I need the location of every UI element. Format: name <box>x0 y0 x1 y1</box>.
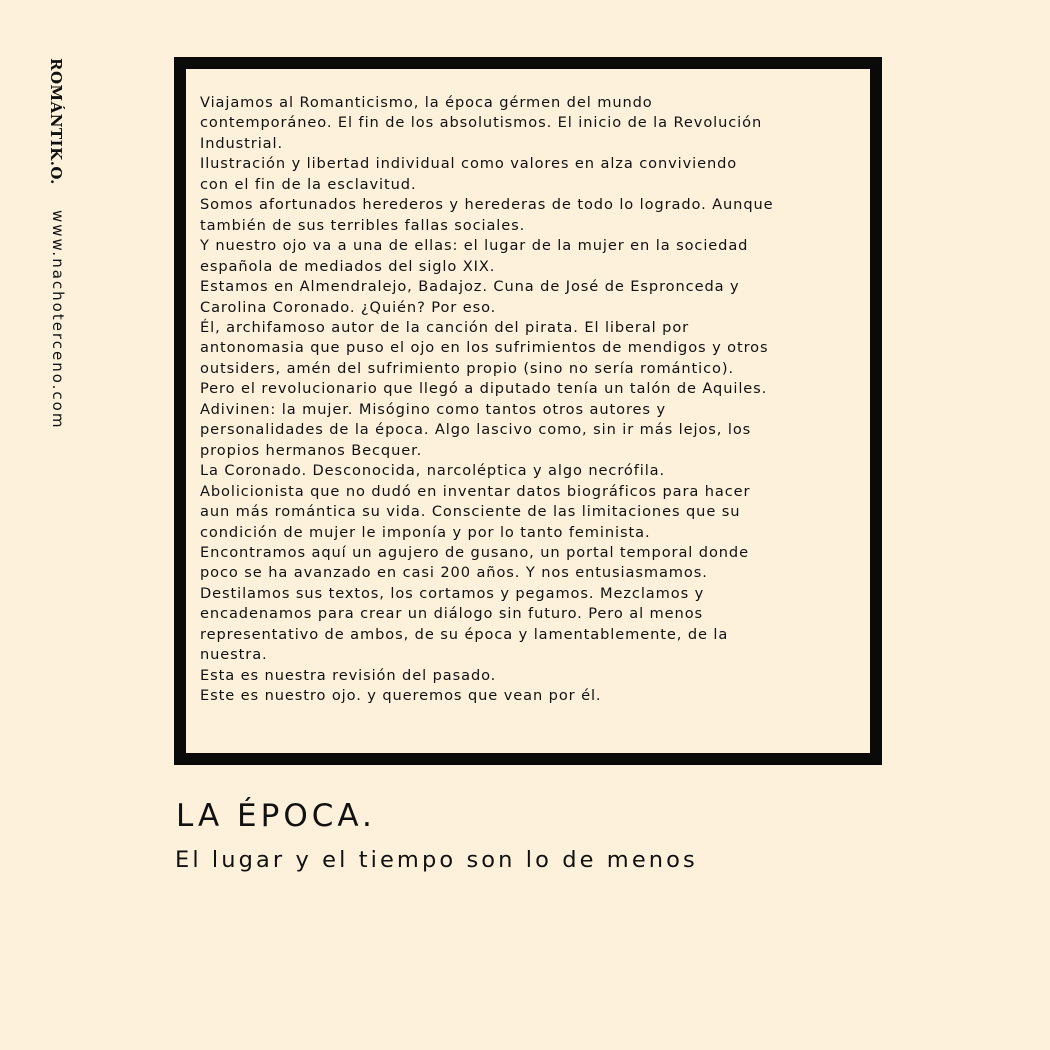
body-line: Abolicionista que no dudó en inventar datos biográficos para hacer <box>200 482 751 500</box>
body-line: propios hermanos Becquer. <box>200 441 423 459</box>
body-line: aun más romántica su vida. Consciente de las limitaciones que su <box>200 503 741 521</box>
body-line: española de mediados del siglo XIX. <box>200 257 496 275</box>
body-line: con el fin de la esclavitud. <box>200 175 417 193</box>
body-line: Somos afortunados herederos y herederas de todo lo logrado. Aunque <box>200 196 774 214</box>
body-line: Ilustración y libertad individual como valores en alza conviviendo <box>200 155 738 173</box>
body-line: Viajamos al Romanticismo, la época gérmen del mundo <box>200 94 653 111</box>
body-line: antonomasia que puso el ojo en los sufrimientos de mendigos y otros <box>200 339 769 357</box>
body-line: encadenamos para crear un diálogo sin futuro. Pero al menos <box>200 605 704 623</box>
body-line: Adivinen: la mujer. Misógino como tantos otros autores y <box>200 400 666 418</box>
body-line: Encontramos aquí un agujero de gusano, un portal temporal donde <box>200 543 749 561</box>
website-url[interactable]: www.nachoterceno.com <box>49 210 67 430</box>
body-line: outsiders, amén del sufrimiento propio (sino no sería romántico). <box>200 359 735 377</box>
page-subheading: El lugar y el tiempo son lo de menos <box>175 847 698 873</box>
body-line: Este es nuestro ojo. y queremos que vean por él. <box>200 687 602 705</box>
body-line: La Coronado. Desconocida, narcoléptica y algo necrófila. <box>200 462 666 480</box>
page-heading: LA ÉPOCA. <box>176 798 376 834</box>
body-line: personalidades de la época. Algo lascivo como, sin ir más lejos, los <box>200 421 752 439</box>
body-line: Estamos en Almendralejo, Badajoz. Cuna de José de Espronceda y <box>200 278 740 296</box>
body-line: Pero el revolucionario que llegó a diputado tenía un talón de Aquiles. <box>200 380 768 398</box>
body-line: Él, archifamoso autor de la canción del pirata. El liberal por <box>200 318 690 336</box>
body-line: Destilamos sus textos, los cortamos y pegamos. Mezclamos y <box>200 584 705 602</box>
body-line: contemporáneo. El fin de los absolutismos. El inicio de la Revolución <box>200 114 763 132</box>
body-line: Industrial. <box>200 134 283 152</box>
body-text <box>200 93 868 707</box>
body-line: también de sus terribles fallas sociales. <box>200 216 526 234</box>
body-line: Y nuestro ojo va a una de ellas: el lugar de la mujer en la sociedad <box>200 237 749 255</box>
body-line: condición de mujer le imponía y por lo tanto feminista. <box>200 523 651 541</box>
body-line: representativo de ambos, de su época y lamentablemente, de la <box>200 625 729 643</box>
body-line: nuestra. <box>200 646 268 664</box>
body-line: Esta es nuestra revisión del pasado. <box>200 666 497 684</box>
body-line: poco se ha avanzado en casi 200 años. Y nos entusiasmamos. <box>200 564 708 582</box>
brand-name: ROMÁNTIK.O. <box>47 58 65 185</box>
body-line: Carolina Coronado. ¿Quién? Por eso. <box>200 298 497 316</box>
